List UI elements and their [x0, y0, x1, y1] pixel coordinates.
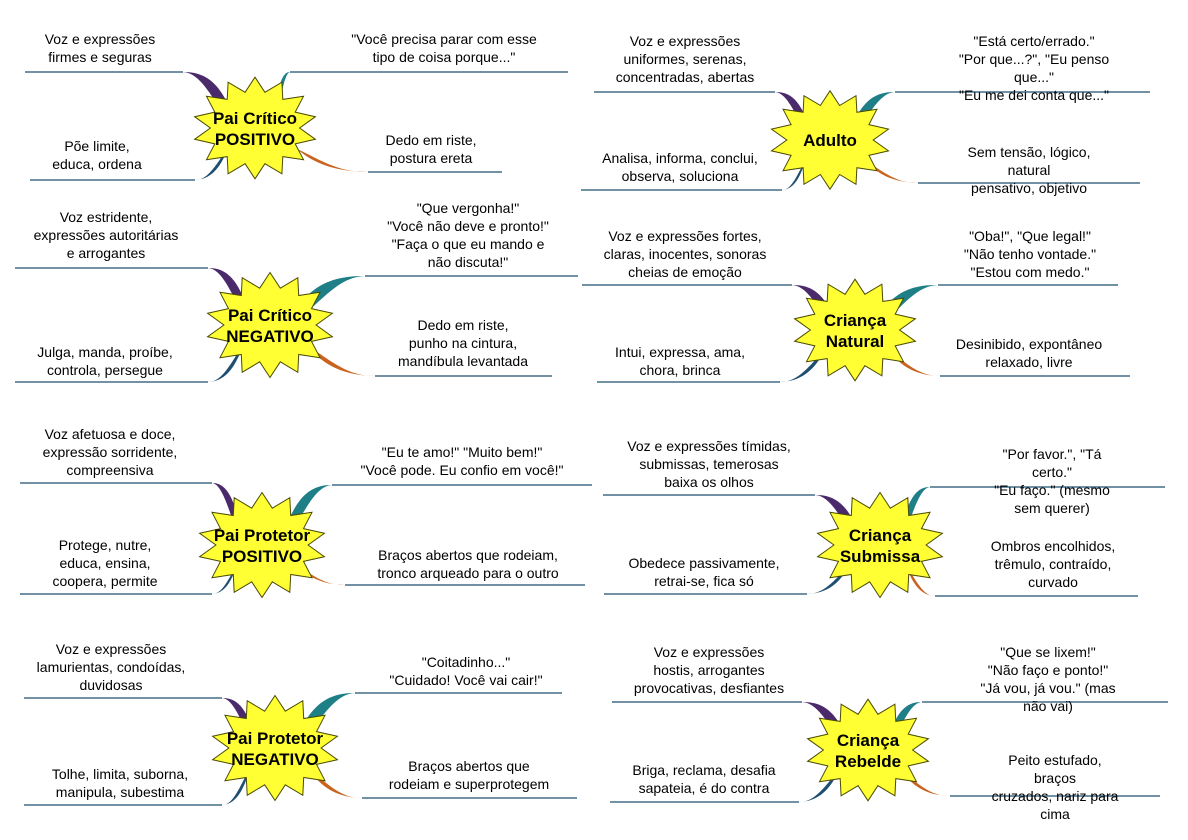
branch-item-text: Voz e expressões firmes e seguras — [44, 31, 156, 65]
branch-item-text: Voz e expressões tímidas, submissas, temerosas baixa os olhos — [627, 438, 791, 490]
branch-item-text: Ombros encolhidos, trêmulo, contraído, curvado — [990, 538, 1116, 590]
branch-item-text: Julga, manda, proíbe, controla, persegue — [37, 344, 173, 378]
branch-item-text: Voz e expressões hostis, arrogantes provocativas, desfiantes — [633, 644, 785, 696]
branch-item-text: "Por favor.", "Tá certo." "Eu faço." (mesmo sem querer) — [994, 446, 1110, 516]
branch-item-text: "Oba!", "Que legal!" "Não tenho vontade." "Estou com medo." — [963, 228, 1097, 280]
branch-item-text: Intui, expressa, ama, chora, brinca — [615, 344, 745, 378]
branch-item-text: Tolhe, limita, suborna, manipula, subestima — [51, 766, 189, 800]
branch-item-text: Voz estridente, expressões autoritárias e arrogantes — [33, 209, 179, 261]
branch-item-text: Peito estufado, braços cruzados, nariz para cima — [991, 752, 1119, 822]
branch-item-text: Desinibido, expontâneo relaxado, livre — [955, 336, 1103, 370]
branch-item-text: Voz e expressões uniformes, serenas, concentradas, abertas — [615, 33, 755, 85]
branch-item-text: Voz e expressões lamurientas, condoídas, duvidosas — [36, 641, 186, 693]
branch-item-text: Analisa, informa, conclui, observa, soluciona — [602, 150, 758, 184]
central-topic-label: Criança Natural — [823, 311, 887, 351]
branch-item-text: Braços abertos que rodeiam e superprotegem — [388, 758, 550, 792]
central-topic-label: Pai Crítico NEGATIVO — [226, 306, 314, 346]
central-topic-label: Criança Rebelde — [834, 731, 902, 771]
central-topic-label: Pai Protetor POSITIVO — [213, 526, 311, 566]
branch-item-text: "Você precisa parar com esse tipo de coisa porque..." — [351, 31, 537, 65]
starburst-shape — [208, 273, 333, 378]
branch-item-text: "Está certo/errado." "Por que...?", "Eu penso que..." "Eu me dei conta que..." — [958, 33, 1110, 103]
branch-item-text: Protege, nutre, educa, ensina, coopera, permite — [52, 537, 158, 589]
branch-item-text: Põe limite, educa, ordena — [52, 138, 142, 172]
branch-item-text: Obedece passivamente, retrai-se, fica só — [628, 555, 780, 589]
branch-item-text: Sem tensão, lógico, natural pensativo, objetivo — [967, 144, 1091, 196]
branch-item-text: "Eu te amo!" "Muito bem!" "Você pode. Eu confio em você!" — [360, 444, 564, 478]
branch-item-text: "Que se lixem!" "Não faço e ponto!" "Já vou, já vou." (mas não vai) — [980, 644, 1116, 714]
central-topic-label: Adulto — [803, 131, 857, 150]
branch-item-text: "Coitadinho..." "Cuidado! Você vai cair!" — [389, 654, 543, 688]
branch-item-text: Braços abertos que rodeiam, tronco arqueado para o outro — [377, 547, 559, 581]
branch-item-text: Dedo em riste, postura ereta — [385, 132, 477, 166]
central-topic-label: Pai Protetor NEGATIVO — [226, 729, 324, 769]
branch-item-text: Voz afetuosa e doce, expressão sorridente, compreensiva — [42, 426, 178, 478]
central-topic-label: Pai Crítico POSITIVO — [212, 109, 298, 149]
branch-item-text: "Que vergonha!" "Você não deve e pronto!" "Faça o que eu mando e não discuta!" — [387, 200, 549, 270]
branch-item-text: Briga, reclama, desafia sapateia, é do contra — [632, 762, 776, 796]
branch-item-text: Dedo em riste, punho na cintura, mandíbula levantada — [398, 317, 528, 369]
branch-item-text: Voz e expressões fortes, claras, inocentes, sonoras cheias de emoção — [603, 228, 767, 280]
central-topic-label: Criança Submissa — [839, 526, 921, 566]
